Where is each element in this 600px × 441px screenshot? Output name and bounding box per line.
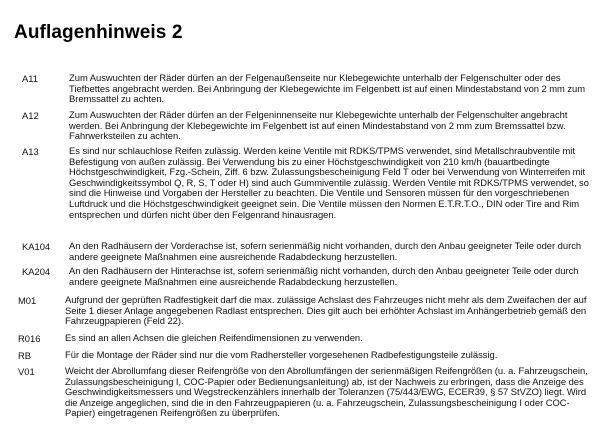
- note-code: A12: [22, 110, 39, 121]
- note-text: Zum Auswuchten der Räder dürfen an der Felgenaußenseite nur Klebegewichte unterhalb der Felgenschulter oder des Tiefbettes angebracht werden. Bei Anbringung der Klebegewichte im Felgenbett ist auf einen Mindestabstand von 2 mm zum Bremssattel zu achten.: [69, 72, 586, 105]
- note-text: Aufgrund der geprüften Radfestigkeit darf die max. zulässige Achslast des Fahrzeuges nicht mehr als dem Zweifachen der auf Seite 1 dieser Anlage angegebenen Radlast entsprechen. Dies gilt auch bei erhöhter Achslast im Anhängerbetrieb gemäß den Fahrzeugpapieren (Feld 22).: [65, 294, 587, 327]
- note-text: An den Radhäusern der Vorderachse ist, sofern serienmäßig nicht vorhanden, durch den Anbau geeigneter Teile oder durch andere geeignete Maßnahmen eine ausreichende Radabdeckung herzustellen.: [69, 240, 582, 262]
- note-code: R016: [18, 333, 41, 344]
- note-code: M01: [18, 295, 37, 306]
- note-code: A11: [22, 73, 38, 84]
- note-text: Zum Auswuchten der Räder dürfen an der Felgeninnenseite nur Klebegewichte unterhalb der Felgenschulter angebracht werden. Bei Anbringung der Klebegewichte im Felgenbett ist auf einen Mindestabstand von 2 mm zum Bremssattel bzw. Fahrwerksteilen zu achten.: [69, 109, 568, 142]
- note-code: KA204: [22, 266, 51, 277]
- note-text: Weicht der Abrollumfang dieser Reifengröße von den Abrollumfängen der serienmäßigen Reifengrößen (u. a. Fahrzeugschein, Zulassungsbescheinigung I, COC-Papier oder Bedienungsanleitung) ab, ist der Nachweis zu erbringen, dass die Anzeige des Geschwindigkeitsmessers und Wegstreckenzählers innerhalb der Toleranzen (75/443/EWG, ECER39, § 57 StVZO) liegt. Wird die Anzeige angeglichen, sind die in den Fahrzeugpapieren (u. a. Fahrzeugschein, Zulassungsbescheinigung I oder COC-Papier) eingetragenen Reifengrößen zu überprüfen.: [65, 365, 588, 419]
- note-text: Es sind an allen Achsen die gleichen Reifendimensionen zu verwenden.: [65, 332, 363, 343]
- page-title: Auflagenhinweis 2: [14, 22, 183, 43]
- note-code: KA104: [22, 241, 51, 252]
- note-code: A13: [22, 146, 39, 157]
- note-text: Es sind nur schlauchlose Reifen zulässig. Werden keine Ventile mit RDKS/TPMS verwendet, sind Metallschraubventile mit Befestigung von außen zulässig. Bei Verwendung bis zu einer Höchstgeschwindigkeit von 210 km/h (bauartbedingte Höchstgeschwindigkeit, Fzg.-Schein, Ziff. 6 bzw. Zulassungsbescheinigung Feld T oder bei Verwendung von Winterreifen mit Geschwindigkeitssymbol Q, R, S, T oder H) sind auch Gummiventile zulässig. Werden Ventile mit RDKS/TPMS verwendet, so sind die Hinweise und Vorgaben der Hersteller zu beachten. Die Ventile und Sensoren müssen für den vorgeschriebenen Luftdruck und die Höchstgeschwindigkeit geeignet sein. Die Ventile müssen den Normen E.T.R.T.O., DIN oder Tire and Rim entsprechen und dürfen nicht über den Felgenrand hinausragen.: [69, 145, 589, 220]
- note-code: RB: [18, 350, 32, 361]
- note-text: Für die Montage der Räder sind nur die vom Radhersteller vorgesehenen Radbefestigungsteile zulässig.: [65, 349, 498, 360]
- note-code: V01: [18, 366, 35, 377]
- note-text: An den Radhäusern der Hinterachse ist, sofern serienmäßig nicht vorhanden, durch den Anbau geeigneter Teile oder durch andere geeignete Maßnahmen eine ausreichende Radabdeckung herzustellen.: [69, 265, 579, 287]
